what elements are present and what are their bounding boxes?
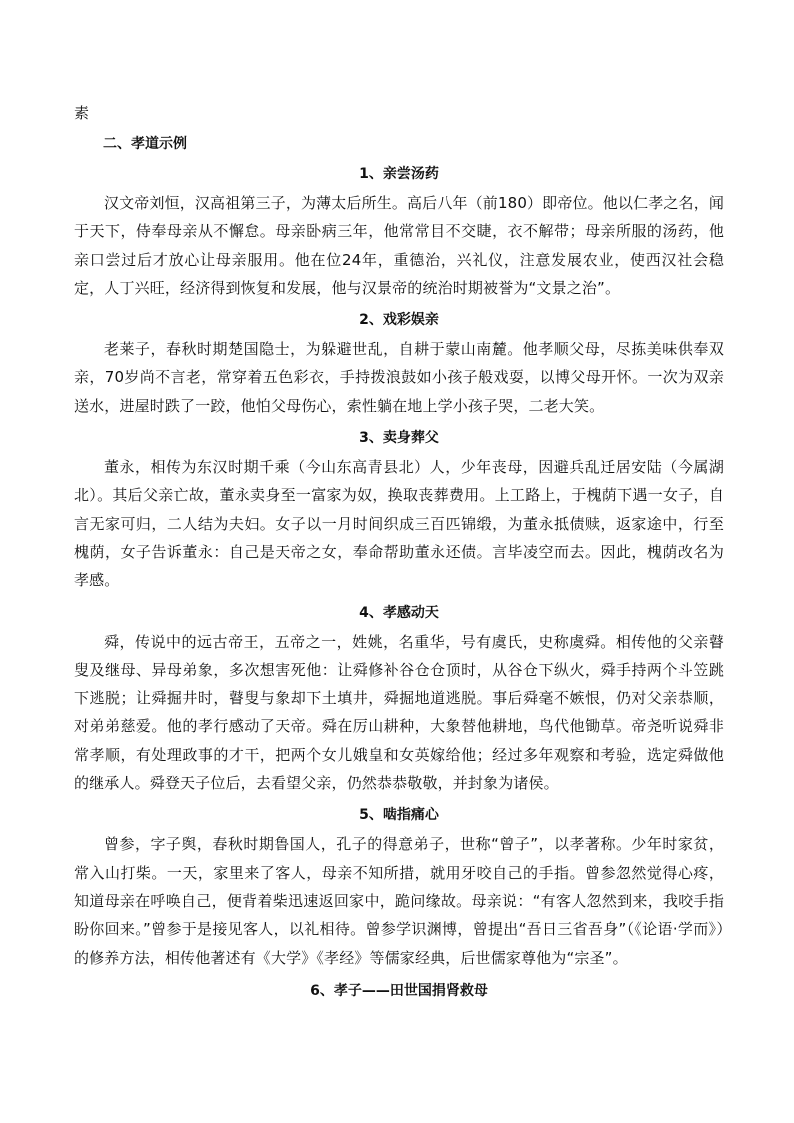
continued-text-fragment: 素 bbox=[74, 104, 90, 122]
story-3 bbox=[74, 423, 724, 594]
story-4 bbox=[74, 598, 724, 798]
story-title: 5、啮指痛心 bbox=[359, 807, 439, 824]
story-title: 4、孝感动天 bbox=[359, 604, 439, 621]
story-title: 1、亲尝汤药 bbox=[359, 166, 439, 182]
story-body: 曾参，字子舆，春秋时期鲁国人，孔子的得意弟子，世称“曾子”，以孝著称。少年时家贫，常入山打柴。一天，家里来了客人，母亲不知所措，就用牙咬自己的手指。曾参忽然觉得心疼，知道母亲在呼唤自己，便背着柴迅速返回家中，跪问缘故。母亲说：“有客人忽然到来，我咬手指盼你回来。”曾参于是接见客人，以礼相待。曾参学识渊博，曾提出“吾日三省吾身”（《论语·学而》）的修养方法，相传他著述有《大学》《孝经》等儒家经典，后世儒家尊他为“宗圣”。 bbox=[74, 835, 724, 967]
story-body: 董永，相传为东汉时期千乘（今山东高青县北）人，少年丧母，因避兵乱迁居安陆（今属湖北）。其后父亲亡故，董永卖身至一富家为奴，换取丧葬费用。上工路上，于槐荫下遇一女子，自言无家可归，二人结为夫妇。女子以一月时间织成三百匹锦缎，为董永抵债赎，返家途中，行至槐荫，女子告诉董永：自己是天帝之女，奉命帮助董永还债。言毕凌空而去。因此，槐荫改名为孝感。 bbox=[74, 458, 724, 590]
story-title-6: 6、孝子——田世国捐肾救母 bbox=[310, 982, 488, 999]
story-body: 舜，传说中的远古帝王，五帝之一，姓姚，名重华，号有虞氏，史称虞舜。相传他的父亲瞽叟及继母、异母弟象，多次想害死他：让舜修补谷仓仓顶时，从谷仓下纵火，舜手持两个斗笠跳下逃脱；让舜掘井时，瞽叟与象却下土填井，舜掘地道逃脱。事后舜毫不嫉恨，仍对父亲恭顺，对弟弟慈爱。他的孝行感动了天帝。舜在厉山耕种，大象替他耕地，鸟代他锄草。帝尧听说舜非常孝顺，有处理政事的才干，把两个女儿娥皇和女英嫁给他；经过多年观察和考验，选定舜做他的继承人。舜登天子位后，去看望父亲，仍然恭恭敬敬，并封象为诸侯。 bbox=[74, 632, 724, 793]
story-2 bbox=[74, 305, 724, 420]
section-heading: 二、孝道示例 bbox=[103, 136, 187, 152]
story-5 bbox=[74, 800, 724, 971]
story-1 bbox=[74, 159, 724, 302]
story-body: 老莱子，春秋时期楚国隐士，为躲避世乱，自耕于蒙山南麓。他孝顺父母，尽拣美味供奉双亲，70岁尚不言老，常穿着五色彩衣，手持拨浪鼓如小孩子般戏耍，以博父母开怀。一次为双亲送水，进屋时跌了一跤，他怕父母伤心，索性躺在地上学小孩子哭，二老大笑。 bbox=[74, 340, 724, 415]
document-page bbox=[74, 98, 724, 1006]
story-body: 汉文帝刘恒，汉高祖第三子，为薄太后所生。高后八年（前180）即帝位。他以仁孝之名，闻于天下，侍奉母亲从不懈怠。母亲卧病三年，他常常目不交睫，衣不解带；母亲所服的汤药，他亲口尝过后才放心让母亲服用。他在位24年，重德治，兴礼仪，注意发展农业，使西汉社会稳定，人丁兴旺，经济得到恢复和发展，他与汉景帝的统治时期被誉为“文景之治”。 bbox=[74, 194, 724, 297]
story-title: 2、戏彩娱亲 bbox=[359, 312, 439, 329]
story-title: 3、卖身葬父 bbox=[359, 430, 439, 447]
